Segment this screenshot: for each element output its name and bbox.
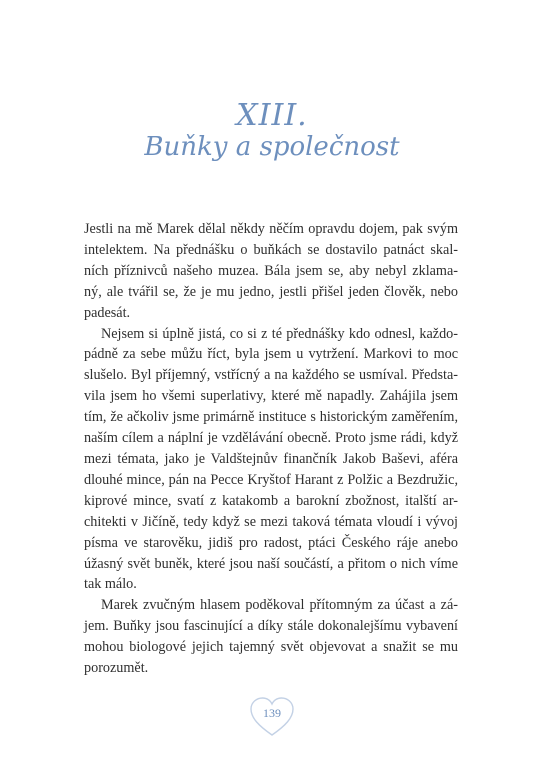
paragraph [84, 219, 458, 324]
text-line: ný, ale tvářil se, že je mu jedno, jestli přišel jeden člověk, nebo [84, 283, 458, 300]
text-line: tak málo. [84, 576, 137, 593]
text-line: tím, že ačkoliv jsme primárně instituce s historickým zaměřením, [84, 409, 458, 426]
text-line: intelektem. Na přednášku o buňkách se dostavilo patnáct skal- [84, 241, 458, 258]
text-line: Nejsem si úplně jistá, co si z té přednášky kdo odnesl, každo- [101, 325, 458, 342]
text-line: písma ve starověku, jidiš pro radost, ptáci Českého ráje anebo [84, 534, 458, 551]
paragraph [84, 595, 458, 679]
text-line: jem. Buňky jsou fascinující a díky stále dokonalejšímu vybavení [84, 618, 458, 635]
text-line: pádně za sebe můžu říct, byla jsem u vytržení. Markovi to moc [84, 346, 458, 363]
text-line: ních příznivců našeho muzea. Bála jsem se, aby nebyl zklama- [84, 262, 458, 279]
chapter-title: Buňky a společnost [144, 132, 400, 162]
text-line: slušelo. Byl příjemný, vstřícný a na každého se usmíval. Předsta- [84, 367, 458, 384]
text-line: vila jsem ho všemi superlativy, které mě napadly. Zahájila jsem [84, 388, 458, 405]
text-line: porozumět. [84, 660, 149, 677]
text-line: Jestli na mě Marek dělal někdy něčím opravdu dojem, pak svým [84, 221, 458, 237]
chapter-number: XIII. [236, 98, 308, 133]
paragraph [84, 324, 458, 596]
text-line: chitekti v Jičíně, tedy když se mezi taková témata vloudí i vývoj [84, 513, 458, 530]
text-line: Marek zvučným hlasem poděkoval přítomným za účast a zá- [101, 597, 458, 614]
text-line: dlouhé mince, pán na Pecce Kryštof Harant z Polžic a Bezdružic, [84, 471, 458, 488]
body-text [84, 219, 458, 679]
text-line: naším cílem a náplní je vzdělávání obecně. Proto jsme rádi, když [84, 430, 458, 447]
text-line: kiprové mince, svatí z katakomb a barokní zbožnost, italští ar- [84, 492, 458, 509]
text-line: úžasný svět buněk, které jsou naší součástí, a přitom o nich víme [84, 555, 458, 572]
text-line: mohou biologové jejich tajemný svět objevovat a snažit se mu [84, 639, 458, 656]
page-number-ornament [247, 695, 297, 739]
text-line: mezi témata, jako je Valdštejnův finančník Jakob Baševi, aféra [84, 450, 458, 467]
page-number: 139 [263, 706, 281, 720]
text-line: padesát. [84, 304, 131, 321]
